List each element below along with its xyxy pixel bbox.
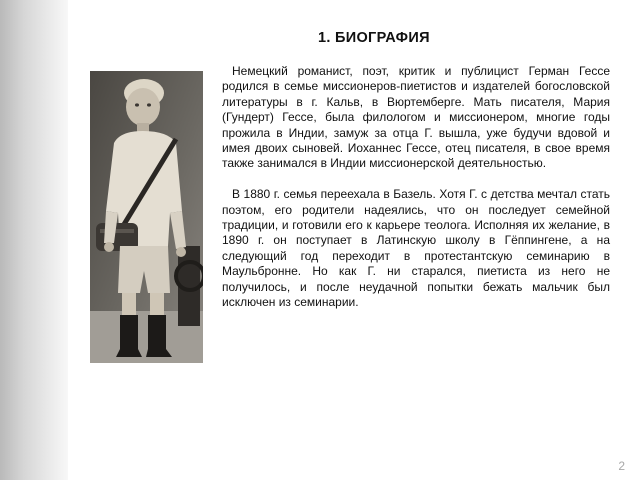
portrait-photo — [90, 71, 203, 363]
biography-paragraph-2: В 1880 г. семья переехала в Базель. Хотя Г. с детства мечтал стать поэтом, его родители надеялись, что он последует семейной традиции, и готовили его к карьере теолога. Исполняя их желание, в 1890 г. он поступает в Латинскую школу в Гёппингене, а на следующий год переходит в протестантскую семинарию в Маульбронне. Но как Г. ни старался, пиетиста из него не получилось, и после неудачной попытки бежать мальчик был исключен из семинарии. — [222, 187, 610, 310]
child-portrait-image — [90, 71, 203, 363]
left-decorative-bar — [0, 0, 68, 480]
biography-paragraph-1: Немецкий романист, поэт, критик и публицист Герман Гессе родился в семье миссионеров-пиетистов и издателей богословской литературы в г. Кальв, в Вюртемберге. Мать писателя, Мария (Гундерт) Гессе, была филологом и миссионером, многие годы прожила в Индии, замуж за отца Г. вышла, уже будучи вдовой и имея двоих сыновей. Иоханнес Гессе, отец писателя, в свое время также занимался в Индии миссионерской деятельностью. — [222, 64, 610, 171]
slide-title: 1. БИОГРАФИЯ — [318, 30, 430, 46]
biography-text — [222, 64, 610, 310]
page-number: 2 — [618, 459, 625, 473]
